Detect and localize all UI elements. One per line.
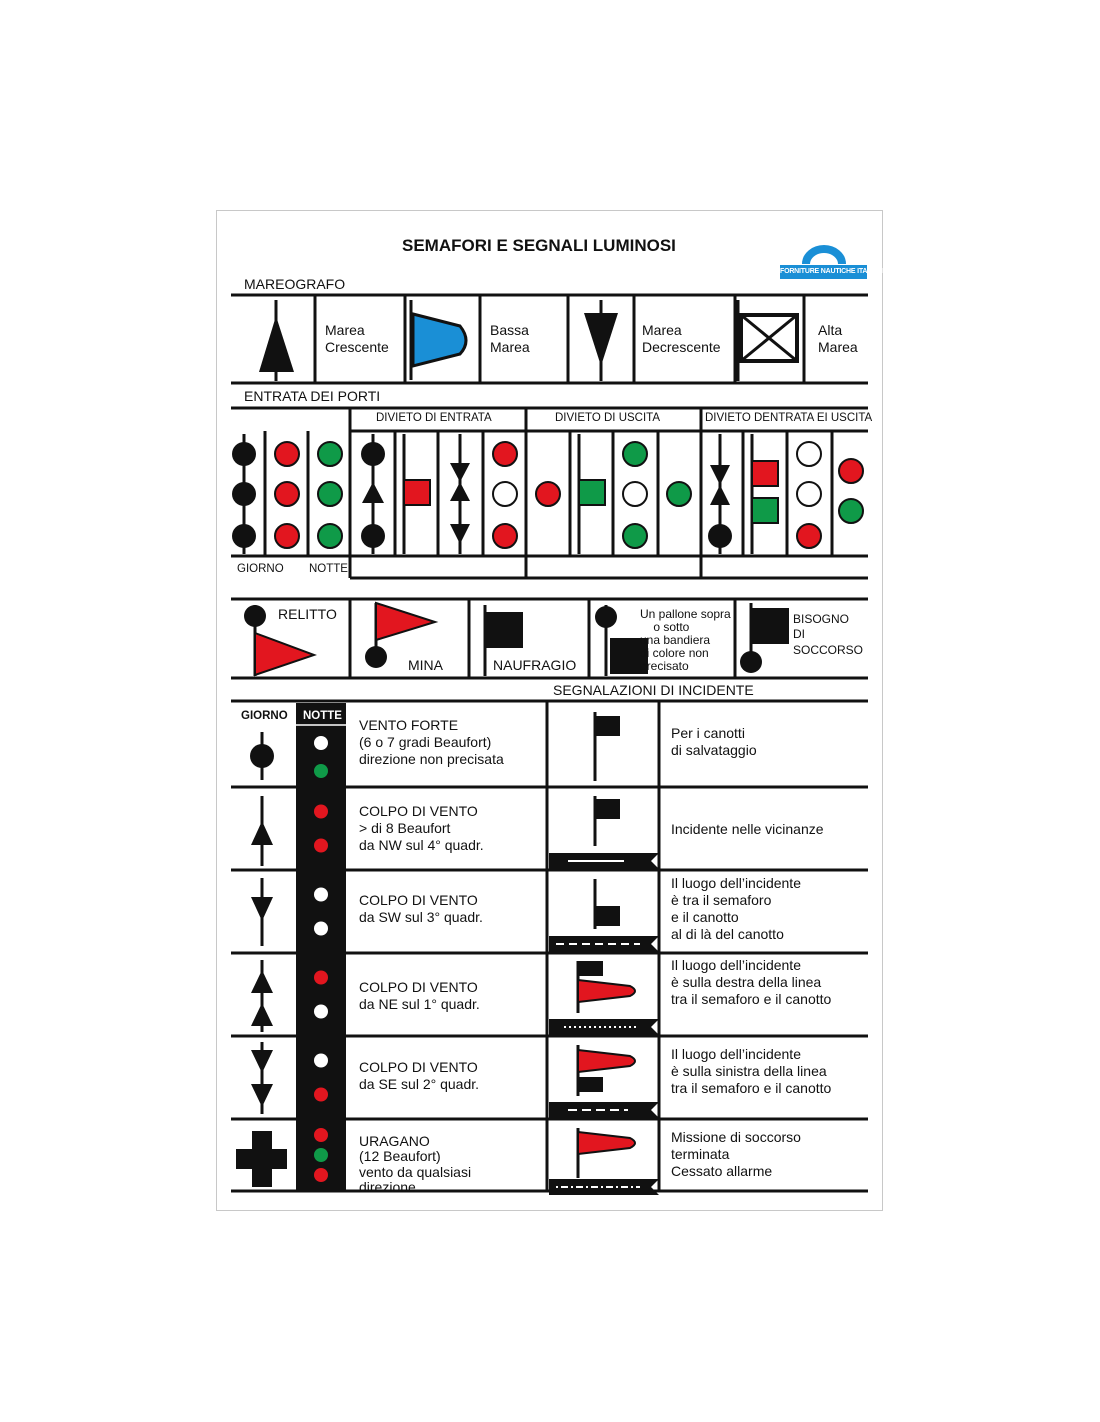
row-1-meaning: Per i canotti di salvataggio [671, 725, 757, 759]
three-green-lights-icon [318, 442, 342, 548]
ball-on-pole-icon [250, 732, 274, 780]
porti-group-entrata: DIVIETO DI ENTRATA [376, 412, 492, 424]
row-6-text: URAGANO (12 Beaufort) vento da qualsiasi direzione [359, 1133, 472, 1196]
red-flag-on-pole-icon [404, 434, 430, 554]
blue-pennant-icon [411, 300, 466, 380]
red-green-lights-icon [839, 459, 863, 523]
mareografo-section-label: MAREOGRAFO [244, 276, 346, 292]
row-5-text: COLPO DI VENTO da SE sul 2° quadr. [359, 1059, 480, 1093]
row-4-text: COLPO DI VENTO da NE sul 1° quadr. [359, 979, 480, 1013]
cones-ball-icon [708, 434, 732, 554]
green-white-green-lights-icon [623, 442, 647, 548]
flag-dashed-line-icon [549, 879, 659, 952]
row-3-text: COLPO DI VENTO da SW sul 3° quadr. [359, 892, 483, 926]
porti-section-label: ENTRATA DEI PORTI [244, 388, 381, 404]
flag-on-pole-icon [595, 712, 620, 781]
cross-icon [236, 1131, 287, 1187]
porti-notte-label: NOTTE [309, 563, 348, 575]
night-light-white [314, 736, 328, 750]
three-balls-on-pole-icon [232, 434, 256, 554]
row-5-meaning: Il luogo dell’incidente è sulla sinistra della linea tra il semaforo e il canotto [671, 1046, 832, 1097]
night-light-red [314, 1088, 328, 1102]
night-light-green [314, 764, 328, 778]
table-giorno-header: GIORNO [241, 710, 288, 722]
mina-label: MINA [408, 657, 443, 673]
two-cones-down-icon [251, 1042, 273, 1114]
page-title: SEMAFORI E SEGNALI LUMINOSI [402, 236, 676, 255]
night-light-red [314, 839, 328, 853]
brand-name: FORNITURE NAUTICHE ITALIANE [780, 265, 867, 279]
night-light-green [314, 1148, 328, 1162]
anchor-ring-icon [780, 240, 868, 268]
single-green-light-icon [667, 482, 691, 506]
naufragio-label: NAUFRAGIO [493, 657, 577, 673]
mareografo-label-decrescente: Marea Decrescente [642, 322, 721, 356]
night-light-red [314, 971, 328, 985]
night-light-red [314, 1168, 328, 1182]
night-light-red [314, 1128, 328, 1142]
pennant-flag-dashed-icon [549, 1045, 659, 1118]
relitto-label: RELITTO [278, 606, 337, 622]
cone-down-on-pole-icon [251, 878, 273, 946]
row-1-text: VENTO FORTE (6 o 7 gradi Beaufort) direzione non precisata [359, 717, 504, 768]
mareografo-label-bassa: Bassa Marea [490, 322, 530, 356]
pennant-dotted-dashed-icon [549, 1128, 659, 1195]
mareografo-label-alta: Alta Marea [818, 322, 858, 356]
red-white-red-lights-icon [493, 442, 517, 548]
triangle-up-on-pole-icon [259, 300, 294, 381]
porti-group-entrata-uscita: DIVIETO DENTRATA EI USCITA [705, 412, 873, 424]
flag-over-ball-icon [740, 603, 789, 673]
mareografo-label-crescente: Marea Crescente [325, 322, 389, 356]
row-2-text: COLPO DI VENTO > di 8 Beaufort da NW sul 4° quadr. [359, 803, 484, 854]
porti-group-uscita: DIVIETO DI USCITA [555, 412, 661, 424]
night-light-white [314, 1054, 328, 1068]
row-6-meaning: Missione di soccorso terminata Cessato allarme [671, 1129, 801, 1180]
two-cones-up-icon [251, 960, 273, 1032]
cones-pole-icon [450, 434, 470, 554]
brand-logo [780, 240, 888, 290]
night-light-red [314, 805, 328, 819]
triangle-down-on-pole-icon [584, 300, 618, 381]
flag-solid-line-icon [549, 796, 659, 869]
night-light-white [314, 922, 328, 936]
night-light-white [314, 1005, 328, 1019]
table-notte-header: NOTTE [303, 710, 342, 722]
row-3-meaning: Il luogo dell’incidente è tra il semaforo e il canotto al di là del canotto [671, 875, 801, 943]
red-green-flags-icon [752, 434, 778, 554]
porti-giorno-label: GIORNO [237, 563, 284, 575]
row-4-meaning: Il luogo dell’incidente è sulla destra della linea tra il semaforo e il canotto [671, 957, 832, 1008]
cone-up-on-pole-icon [251, 796, 273, 866]
green-flag-on-pole-icon [579, 434, 605, 554]
flag-pennant-dotted-icon [549, 961, 659, 1035]
ball-cone-ball-icon [361, 434, 385, 554]
row-2-meaning: Incidente nelle vicinanze [671, 821, 824, 837]
single-red-light-icon [536, 482, 560, 506]
soccorso-label: BISOGNO DI SOCCORSO [793, 612, 864, 657]
crossed-square-icon [738, 300, 797, 381]
incidente-title: SEGNALAZIONI DI INCIDENTE [553, 682, 754, 698]
night-light-white [314, 888, 328, 902]
three-red-lights-icon [275, 442, 299, 548]
white-white-red-lights-icon [797, 442, 821, 548]
pallone-label: Un pallone sopra o sotto una bandiera di colore non precisato [640, 607, 731, 673]
